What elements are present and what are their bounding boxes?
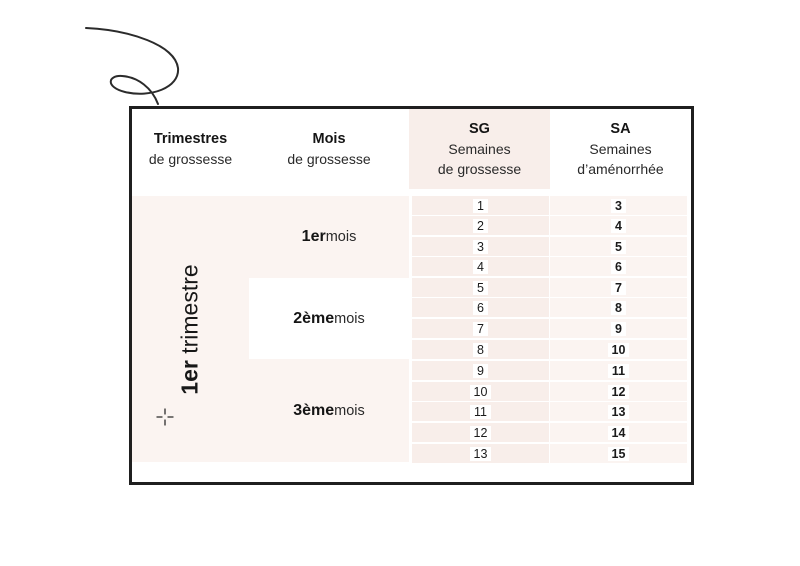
sa-week-8: 10 [550, 340, 687, 359]
sg-week-9: 9 [412, 361, 549, 380]
month-2-text: mois [334, 310, 365, 327]
month-2-number: 2ème [293, 309, 335, 327]
sa-week-4: 6 [550, 257, 687, 276]
trimester-label [177, 264, 204, 394]
sg-week-3: 3 [412, 237, 549, 256]
month-1-number: 1er [301, 228, 326, 245]
sg-week-2: 2 [412, 216, 549, 235]
sg-week-7: 7 [412, 319, 549, 338]
trimester-label-number: 1er [177, 359, 204, 395]
header-trimester [132, 109, 249, 189]
month-cell-3 [249, 359, 409, 462]
sg-week-5: 5 [412, 278, 549, 297]
sg-week-11: 11 [412, 402, 549, 421]
sparkle-icon [156, 408, 174, 426]
sa-week-13: 15 [550, 444, 687, 463]
header-trimester-title: Trimestres [153, 131, 228, 147]
sg-week-4: 4 [412, 257, 549, 276]
sg-week-12: 12 [412, 423, 549, 442]
header-sa-line2: d’aménorrhée [577, 161, 664, 177]
sa-week-12: 14 [550, 423, 687, 442]
sg-week-1: 1 [412, 196, 549, 215]
header-sa [550, 109, 691, 189]
pregnancy-weeks-table [129, 106, 694, 485]
sg-week-10: 10 [412, 382, 549, 401]
sa-week-7: 9 [550, 319, 687, 338]
sg-week-8: 8 [412, 340, 549, 359]
month-1-text: mois [325, 229, 357, 245]
sa-week-9: 11 [550, 361, 687, 380]
header-trimester-sub: de grossesse [148, 151, 233, 167]
sg-week-6: 6 [412, 298, 549, 317]
sa-week-1: 3 [550, 196, 687, 215]
sa-week-6: 8 [550, 298, 687, 317]
header-month-sub: de grossesse [287, 151, 371, 167]
trimester-label-text: trimestre [177, 263, 204, 360]
header-sg [409, 109, 550, 189]
month-3-text: mois [334, 402, 365, 419]
header-sa-title: SA [610, 121, 631, 137]
header-sg-line1: Semaines [448, 141, 511, 157]
header-sg-line2: de grossesse [437, 161, 522, 177]
trimester-cell [132, 196, 249, 462]
month-3-number: 3ème [293, 401, 335, 419]
sa-week-3: 5 [550, 237, 687, 256]
header-sg-title: SG [469, 121, 490, 137]
sa-week-11: 13 [550, 402, 687, 421]
sa-week-5: 7 [550, 278, 687, 297]
header-month-title: Mois [312, 131, 346, 147]
month-cell-2 [249, 278, 409, 359]
month-cell-1 [249, 196, 409, 278]
sg-week-13: 13 [412, 444, 549, 463]
sa-week-10: 12 [550, 382, 687, 401]
sa-week-2: 4 [550, 216, 687, 235]
header-sa-line1: Semaines [589, 141, 652, 157]
header-month [249, 109, 409, 189]
